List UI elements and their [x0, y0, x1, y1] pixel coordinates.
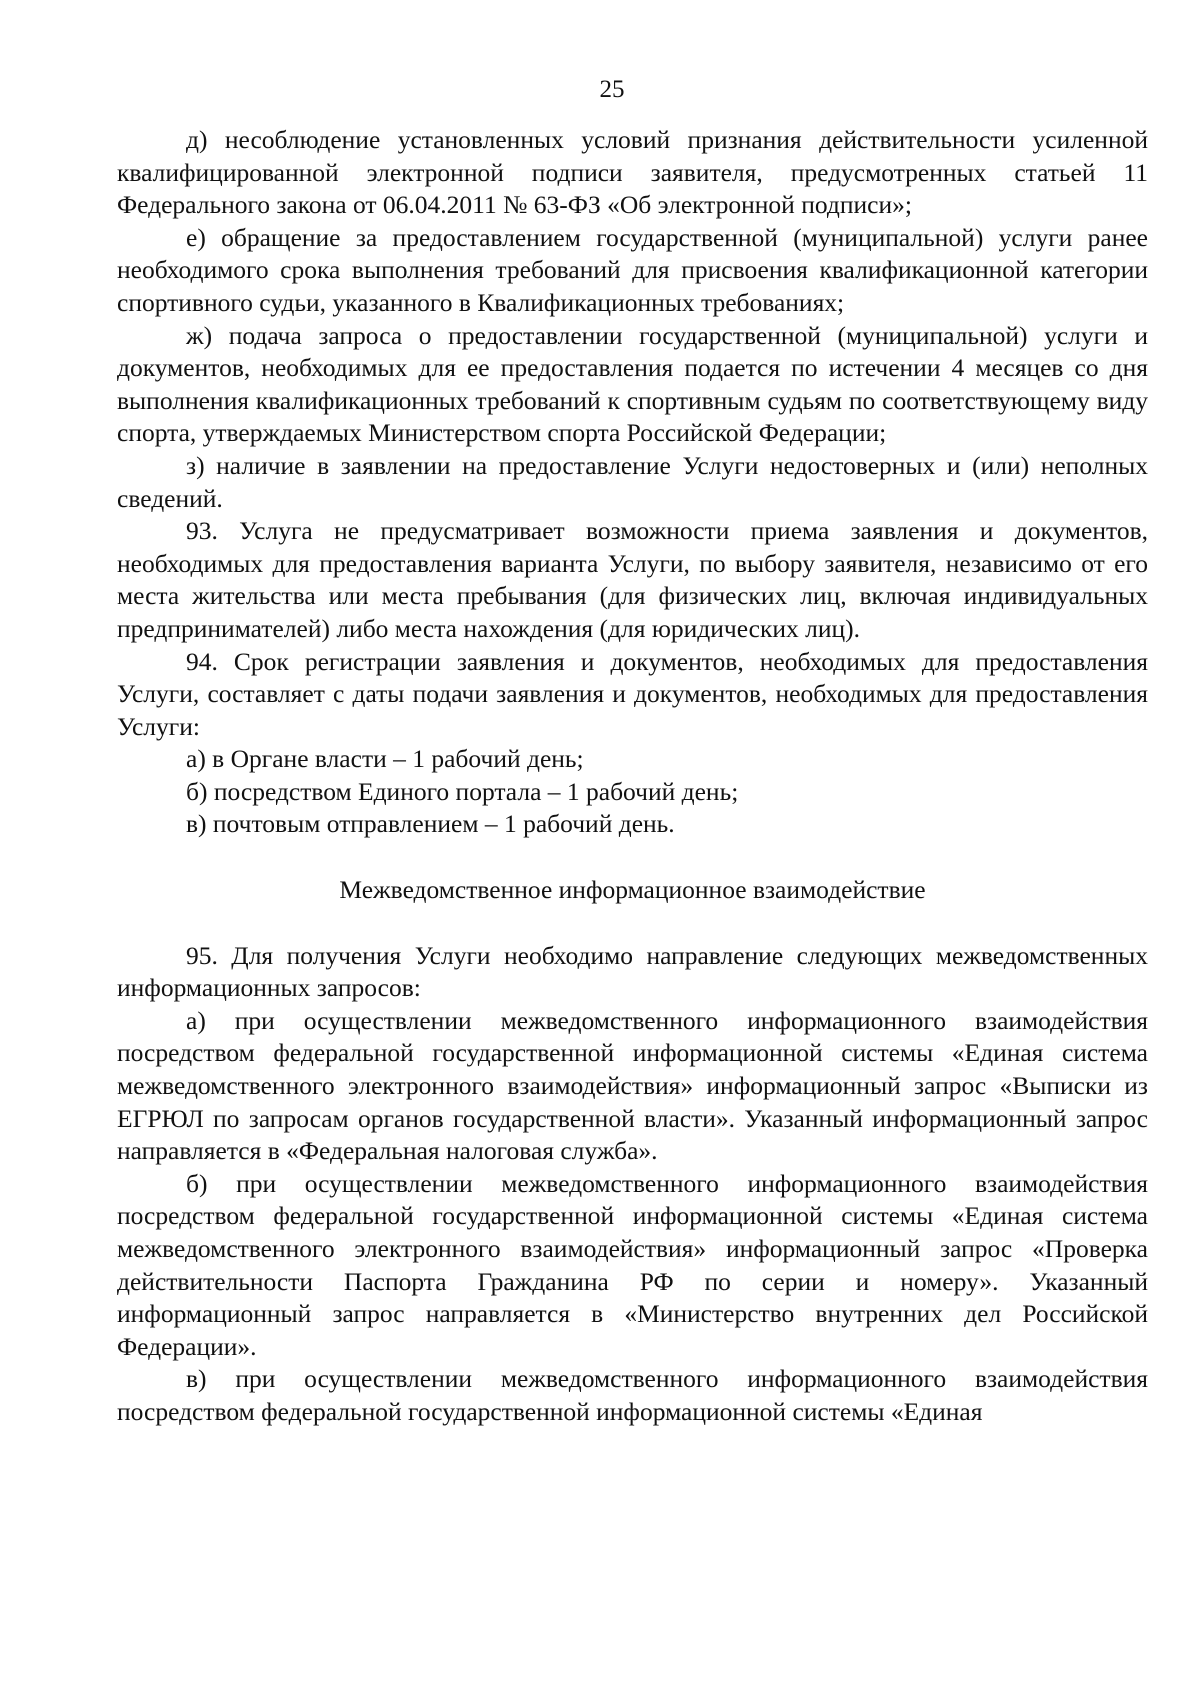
clause-95-item-a: а) при осуществлении межведомственного информационного взаимодействия посредством федеральной государственной информационной системы «Единая система межведомственного электронного взаимодействия» информационный запрос «Выписки из ЕГРЮЛ по запросам органов государственной власти». Указанный информационный запрос направляется в «Федеральная налоговая служба».: [117, 1005, 1148, 1166]
clause-95-item-v: в) при осуществлении межведомственного информационного взаимодействия посредством федеральной государственной информационной системы «Единая: [117, 1364, 1148, 1426]
item-e-paragraph: е) обращение за предоставлением государственной (муниципальной) услуги ранее необходимого срока выполнения требований для присвоения квалификационной категории спортивного судьи, указанного в Квалификационных требованиях;: [117, 222, 1148, 317]
clause-95-paragraph: 95. Для получения Услуги необходимо направление следующих межведомственных информационных запросов:: [117, 940, 1148, 1003]
item-d-paragraph: д) несоблюдение установленных условий признания действительности усиленной квалифицированной электронной подписи заявителя, предусмотренных статьей 11 Федерального закона от 06.04.2011 № 63-ФЗ «Об электронной подписи»;: [117, 125, 1148, 220]
clause-94-item-v: в) почтовым отправлением – 1 рабочий день.: [186, 809, 675, 839]
clause-94-item-b: б) посредством Единого портала – 1 рабочий день;: [186, 776, 739, 806]
clause-94-paragraph: 94. Срок регистрации заявления и документов, необходимых для предоставления Услуги, составляет с даты подачи заявления и документов, необходимых для предоставления Услуги:: [117, 646, 1148, 741]
clause-93-paragraph: 93. Услуга не предусматривает возможности приема заявления и документов, необходимых для предоставления варианта Услуги, по выбору заявителя, независимо от его места жительства или места пребывания (для физических лиц, включая индивидуальных предпринимателей) либо места нахождения (для юридических лиц).: [117, 516, 1148, 643]
item-z-paragraph: з) наличие в заявлении на предоставление Услуги недостоверных и (или) неполных сведений.: [117, 450, 1148, 513]
page-number: 25: [599, 76, 625, 103]
section-heading: Межведомственное информационное взаимодействие: [339, 875, 926, 905]
clause-94-item-a: а) в Органе власти – 1 рабочий день;: [186, 744, 584, 774]
clause-95-item-b: б) при осуществлении межведомственного информационного взаимодействия посредством федеральной государственной информационной системы «Единая система межведомственного электронного взаимодействия» информационный запрос «Проверка действительности Паспорта Гражданина РФ по серии и номеру». Указанный информационный запрос направляется в «Министерство внутренних дел Российской Федерации».: [117, 1168, 1148, 1361]
document-body: [117, 124, 1148, 1429]
item-zh-paragraph: ж) подача запроса о предоставлении государственной (муниципальной) услуги и документов, необходимых для ее предоставления подается по истечении 4 месяцев со дня выполнения квалификационных требований к спортивным судьям по соответствующему виду спорта, утверждаемых Министерством спорта Российской Федерации;: [117, 320, 1148, 448]
